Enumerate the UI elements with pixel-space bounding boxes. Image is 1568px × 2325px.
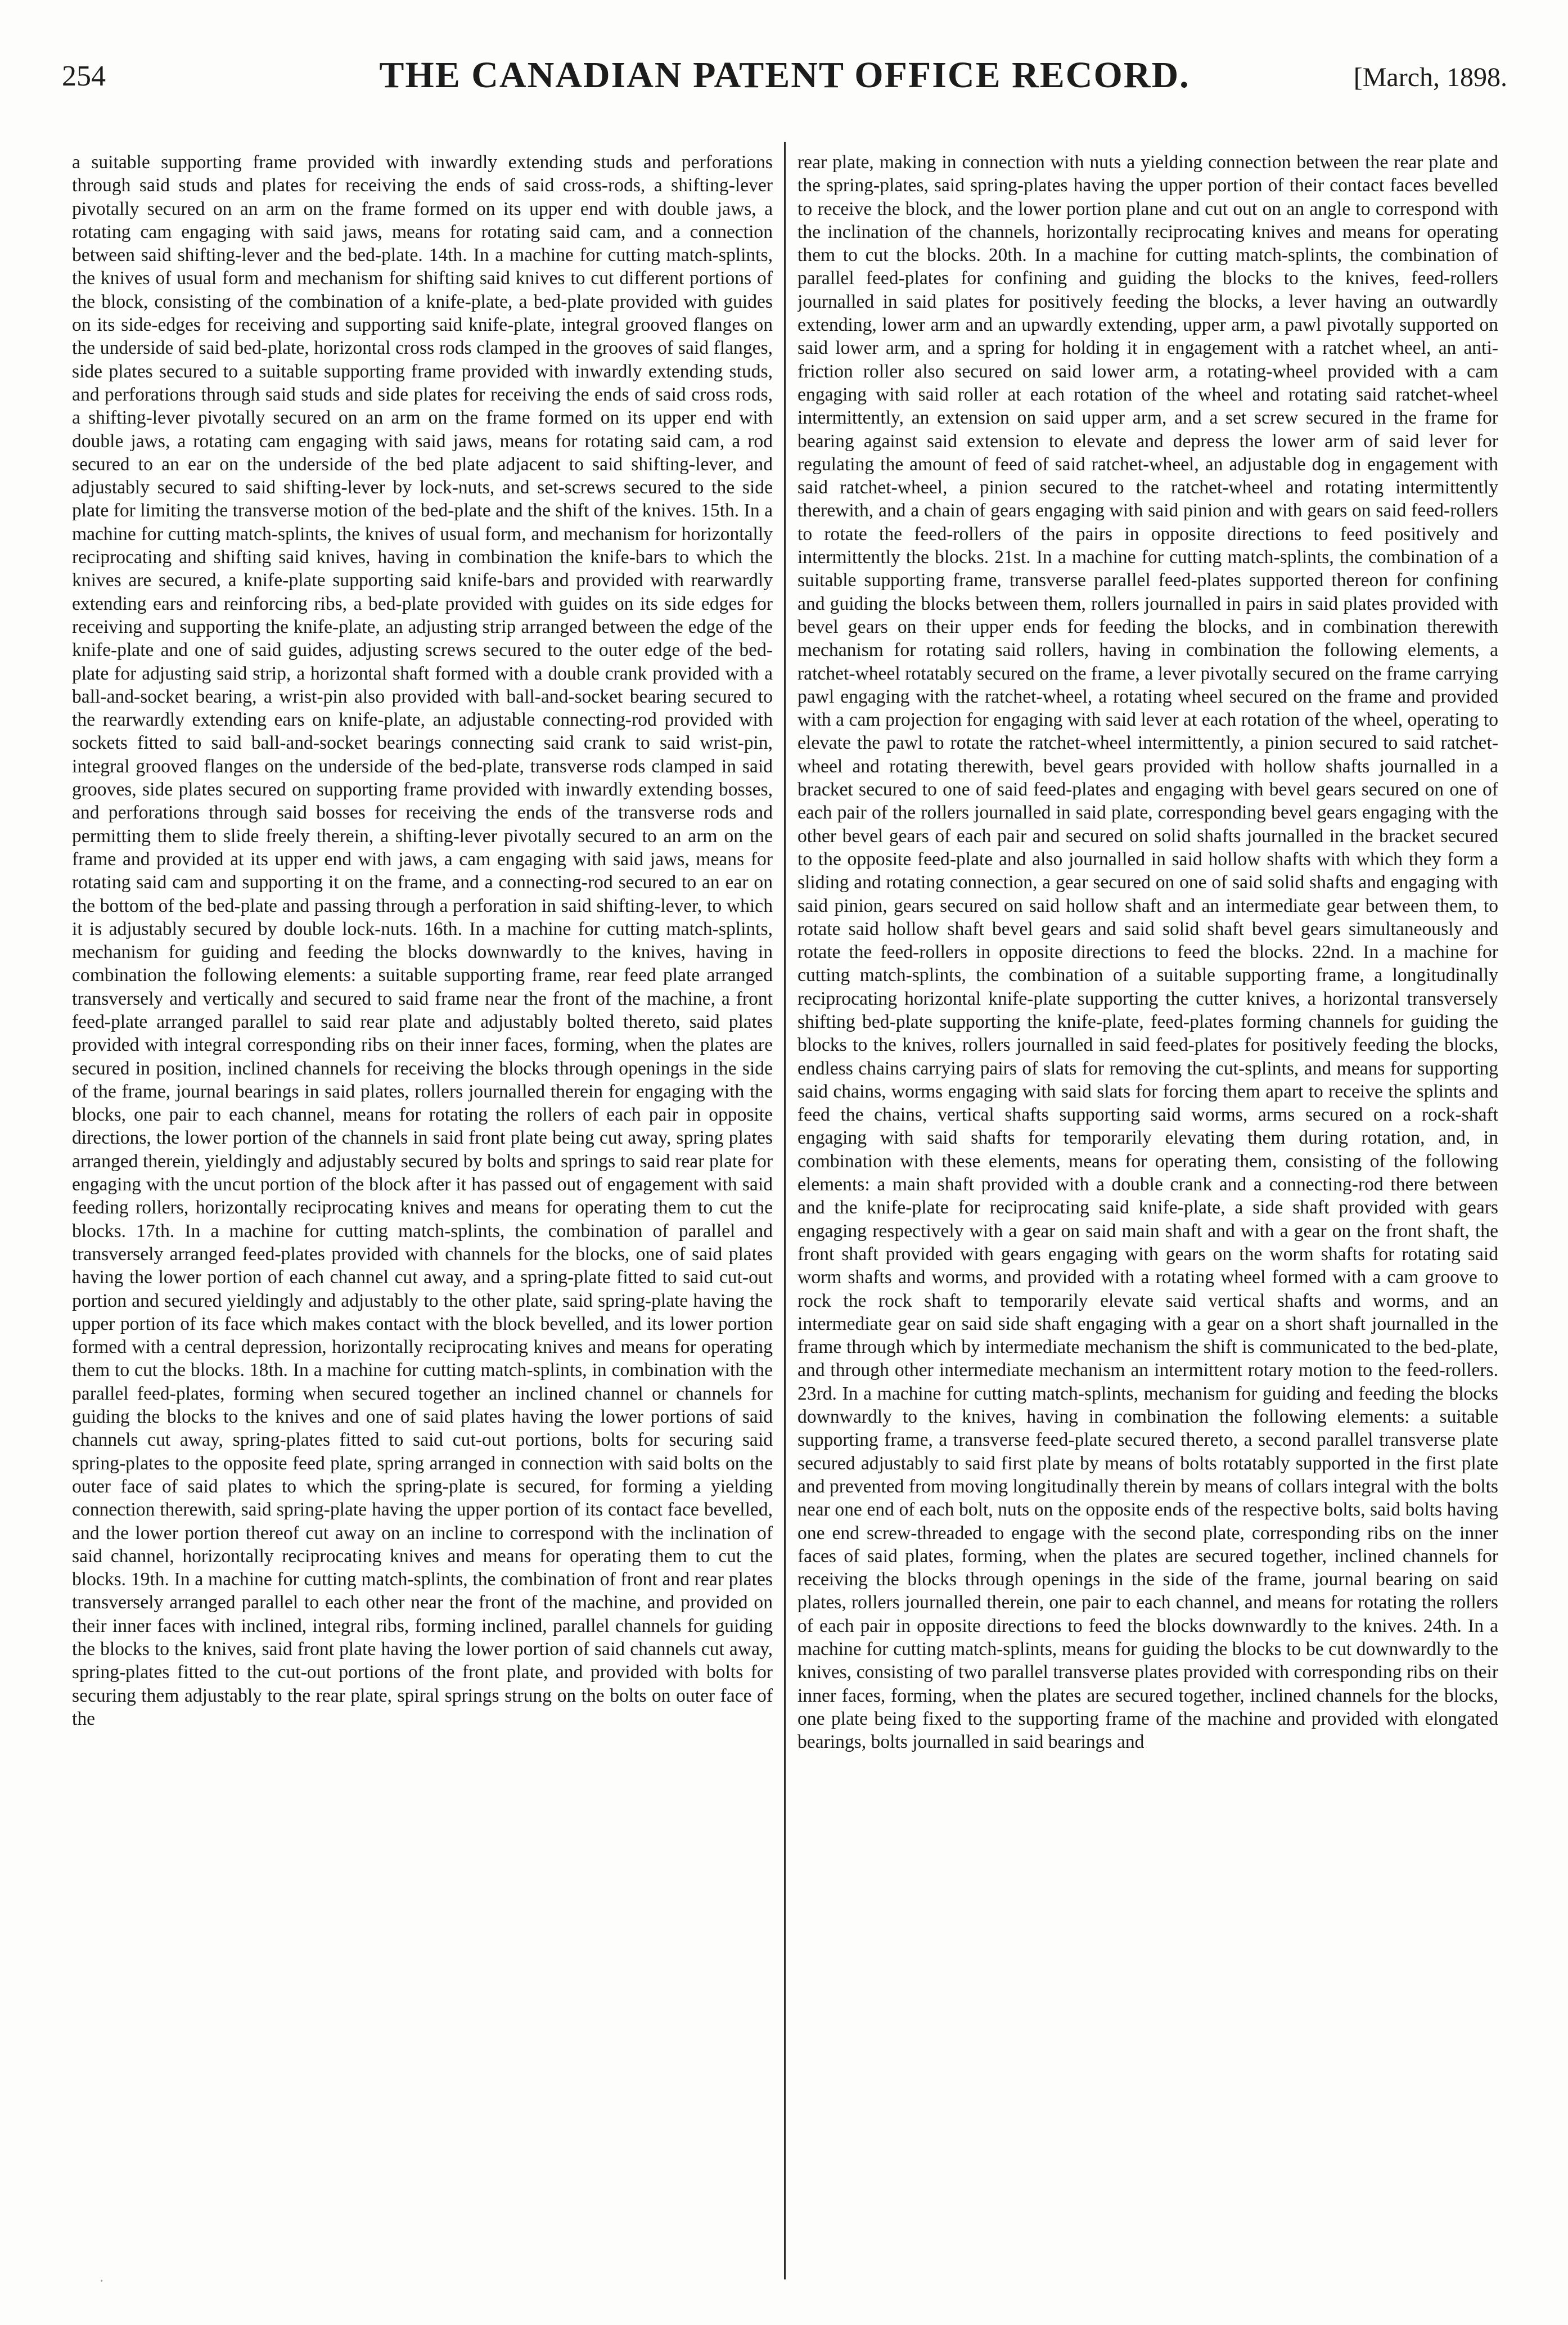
text-column-left: [72, 151, 773, 2272]
left-column-text: a suitable supporting frame provided with inwardly extending studs and perforations through said studs and plates for receiving the ends of said cross-rods, a shifting-lever pivotally secured on an arm on the frame formed on its upper end with double jaws, a rotating cam engaging with said jaws, means for rotating said cam, and a connection between said shifting-lever and the bed-plate. 14th. In a machine for cutting match-splints, the knives of usual form and mechanism for shifting said knives to cut different portions of the block, consisting of the combination of a knife-plate, a bed-plate provided with guides on its side-edges for receiving and supporting said knife-plate, integral grooved flanges on the underside of said bed-plate, horizontal cross rods clamped in the grooves of said flanges, side plates secured to a suitable supporting frame provided with inwardly extending studs, and perforations through said studs and side plates for receiving the ends of said cross rods, a shifting-lever pivotally secured on an arm on the frame formed on its upper end with double jaws, a rotating cam engaging with said jaws, means for rotating said cam, a rod secured to an ear on the underside of the bed plate adjacent to said shifting-lever, and adjustably secured to said shifting-lever by lock-nuts, and set-screws secured to the side plate for limiting the transverse motion of the bed-plate and the shift of the knives. 15th. In a machine for cutting match-splints, the knives of usual form, and mechanism for horizontally reciprocating and shifting said knives, having in combination the knife-bars to which the knives are secured, a knife-plate supporting said knife-bars and provided with rearwardly extending ears and reinforcing ribs, a bed-plate provided with guides on its side edges for receiving and supporting the knife-plate, an adjusting strip arranged between the edge of the knife-plate and one of said guides, adjusting screws secured to the outer edge of the bed-plate for adjusting said strip, a horizontal shaft formed with a double crank provided with a ball-and-socket bearing, a wrist-pin also provided with ball-and-socket bearing secured to the rearwardly extending ears on knife-plate, an adjustable connecting-rod provided with sockets fitted to said ball-and-socket bearings connecting said crank to said wrist-pin, integral grooved flanges on the underside of the bed-plate, transverse rods clamped in said grooves, side plates secured on supporting frame provided with inwardly extending bosses, and perforations through said bosses for receiving the ends of the transverse rods and permitting them to slide freely therein, a shifting-lever pivotally secured to an arm on the frame and provided at its upper end with jaws, a cam engaging with said jaws, means for rotating said cam and supporting it on the frame, and a connecting-rod secured to an ear on the bottom of the bed-plate and passing through a perforation in said shifting-lever, to which it is adjustably secured by double lock-nuts. 16th. In a machine for cutting match-splints, mechanism for guiding and feeding the blocks downwardly to the knives, having in combination the following elements: a suitable supporting frame, rear feed plate arranged transversely and vertically and secured to said frame near the front of the machine, a front feed-plate arranged parallel to said rear plate and adjustably bolted thereto, said plates provided with integral corresponding ribs on their inner faces, forming, when the plates are secured in position, inclined channels for receiving the blocks through openings in the side of the frame, journal bearings in said plates, rollers journalled therein for engaging with the blocks, one pair to each channel, means for rotating the rollers of each pair in opposite directions, the lower portion of the channels in said front plate being cut away, spring plates arranged therein, yieldingly and adjustably secured by bolts and springs to said rear plate for engaging with the uncut portion of the block after it has passed out of engagement with said feeding rollers, horizontally reciprocating knives and means for operating them to cut the blocks. 17th. In a machine for cutting match-splints, the combination of parallel and transversely arranged feed-plates provided with channels for the blocks, one of said plates having the lower portion of each channel cut away, and a spring-plate fitted to said cut-out portion and secured yieldingly and adjustably to the other plate, said spring-plate having the upper portion of its face which makes contact with the block bevelled, and its lower portion formed with a central depression, horizontally reciprocating knives and means for operating them to cut the blocks. 18th. In a machine for cutting match-splints, in combination with the parallel feed-plates, forming when secured together an inclined channel or channels for guiding the blocks to the knives and one of said plates having the lower portions of said channels cut away, spring-plates fitted to said cut-out portions, bolts for securing said spring-plates to the opposite feed plate, spring arranged in connection with said bolts on the outer face of said plates to which the spring-plate is secured, for forming a yielding connection therewith, said spring-plate having the upper portion of its contact face bevelled, and the lower portion thereof cut away on an incline to correspond with the inclination of said channel, horizontally reciprocating knives and means for operating them to cut the blocks. 19th. In a machine for cutting match-splints, the combination of front and rear plates transversely arranged parallel to each other near the front of the machine, and provided on their inner faces with inclined, integral ribs, forming inclined, parallel channels for guiding the blocks to the knives, said front plate having the lower portion of said channels cut away, spring-plates fitted to the cut-out portions of the front plate, and provided with bolts for securing them adjustably to the rear plate, spiral springs strung on the bolts on outer face of the: [72, 152, 773, 1729]
page-number: 254: [62, 60, 106, 92]
page-mark: ·: [99, 2273, 105, 2290]
journal-title: THE CANADIAN PATENT OFFICE RECORD.: [379, 55, 1190, 96]
column-divider: [784, 142, 786, 2279]
running-header: [62, 54, 1507, 105]
issue-date: [March, 1898.: [1353, 62, 1507, 92]
text-column-right: [797, 151, 1498, 2272]
right-column-text: rear plate, making in connection with nuts a yielding connection between the rear plate and the spring-plates, said spring-plates having the upper portion of their contact faces bevelled to receive the block, and the lower portion plane and cut out on an angle to correspond with the inclination of the channels, horizontally reciprocating knives and means for operating them to cut the blocks. 20th. In a machine for cutting match-splints, the combination of parallel feed-plates for confining and guiding the blocks to the knives, feed-rollers journalled in said plates for positively feeding the blocks, a lever having an outwardly extending, lower arm and an upwardly extending, upper arm, a pawl pivotally supported on said lower arm, and a spring for holding it in engagement with a ratchet wheel, an anti-friction roller also secured on said lower arm, a rotating-wheel provided with a cam engaging with said roller at each rotation of the wheel and rotating said ratchet-wheel intermittently, an extension on said upper arm, and a set screw secured in the frame for bearing against said extension to elevate and depress the lower arm of said lever for regulating the amount of feed of said ratchet-wheel, an adjustable dog in engagement with said ratchet-wheel, a pinion secured to the ratchet-wheel and rotating intermittently therewith, and a chain of gears engaging with said pinion and with gears on said feed-rollers to rotate the feed-rollers of the pairs in opposite directions to feed positively and intermittently the blocks. 21st. In a machine for cutting match-splints, the combination of a suitable supporting frame, transverse parallel feed-plates supported thereon for confining and guiding the blocks between them, rollers journalled in pairs in said plates provided with bevel gears on their upper ends for feeding the blocks, and in combination therewith mechanism for rotating said rollers, having in combination the following elements, a ratchet-wheel rotatably secured on the frame, a lever pivotally secured on the frame carrying pawl engaging with the ratchet-wheel, a rotating wheel secured on the frame and provided with a cam projection for engaging with said lever at each rotation of the wheel, operating to elevate the pawl to rotate the ratchet-wheel intermittently, a pinion secured to said ratchet-wheel and rotating therewith, bevel gears provided with hollow shafts journalled in a bracket secured to one of said feed-plates and engaging with bevel gears secured on one of each pair of the rollers journalled in said plate, corresponding bevel gears engaging with the other bevel gears of each pair and secured on solid shafts journalled in the bracket secured to the opposite feed-plate and also journalled in said hollow shafts with which they form a sliding and rotating connection, a gear secured on one of said solid shafts and engaging with said pinion, gears secured on said hollow shaft and an intermediate gear between them, to rotate said hollow shaft bevel gears and said solid shaft bevel gears simultaneously and rotate the feed-rollers in opposite directions to feed the blocks. 22nd. In a machine for cutting match-splints, the combination of a suitable supporting frame, a longitudinally reciprocating horizontal knife-plate supporting the cutter knives, a horizontal transversely shifting bed-plate supporting the knife-plate, feed-plates forming channels for guiding the blocks to the knives, rollers journalled in said feed-plates for positively feeding the blocks, endless chains carrying pairs of slats for removing the cut-splints, and means for supporting said chains, worms engaging with said slats for forcing them apart to receive the splints and feed the chains, vertical shafts supporting said worms, arms secured on a rock-shaft engaging with said shafts for temporarily elevating them during rotation, and, in combination with these elements, means for operating them, consisting of the following elements: a main shaft provided with a double crank and a connecting-rod there between and the knife-plate for reciprocating said knife-plate, a side shaft provided with gears engaging respectively with a gear on said main shaft and with a gear on the front shaft, the front shaft provided with gears engaging with gears on the worm shafts for rotating said worm shafts and worms, and provided with a rotating wheel formed with a cam groove to rock the rock shaft to temporarily elevate said vertical shafts and worms, and an intermediate gear on said side shaft engaging with a gear on a short shaft journalled in the frame through which by intermediate mechanism the shift is communicated to the bed-plate, and through other intermediate mechanism an intermittent rotary motion to the feed-rollers. 23rd. In a machine for cutting match-splints, mechanism for guiding and feeding the blocks downwardly to the knives, having in combination the following elements: a suitable supporting frame, a transverse feed-plate secured thereto, a second parallel transverse plate secured adjustably to said first plate by means of bolts rotatably supported in the first plate and prevented from moving longitudinally therein by means of collars integral with the bolts near one end of each bolt, nuts on the opposite ends of the respective bolts, said bolts having one end screw-threaded to engage with the second plate, corresponding ribs on the inner faces of said plates, forming, when the plates are secured together, inclined channels for receiving the blocks through openings in the side of the frame, journal bearing on said plates, rollers journalled therein, one pair to each channel, and means for rotating the rollers of each pair in opposite directions to feed the blocks downwardly to the knives. 24th. In a machine for cutting match-splints, means for guiding the blocks to be cut downwardly to the knives, consisting of two parallel transverse plates provided with corresponding ribs on their inner faces, forming, when the plates are secured together, inclined channels for the blocks, one plate being fixed to the supporting frame of the machine and provided with elongated bearings, bolts journalled in said bearings and: [797, 152, 1498, 1753]
